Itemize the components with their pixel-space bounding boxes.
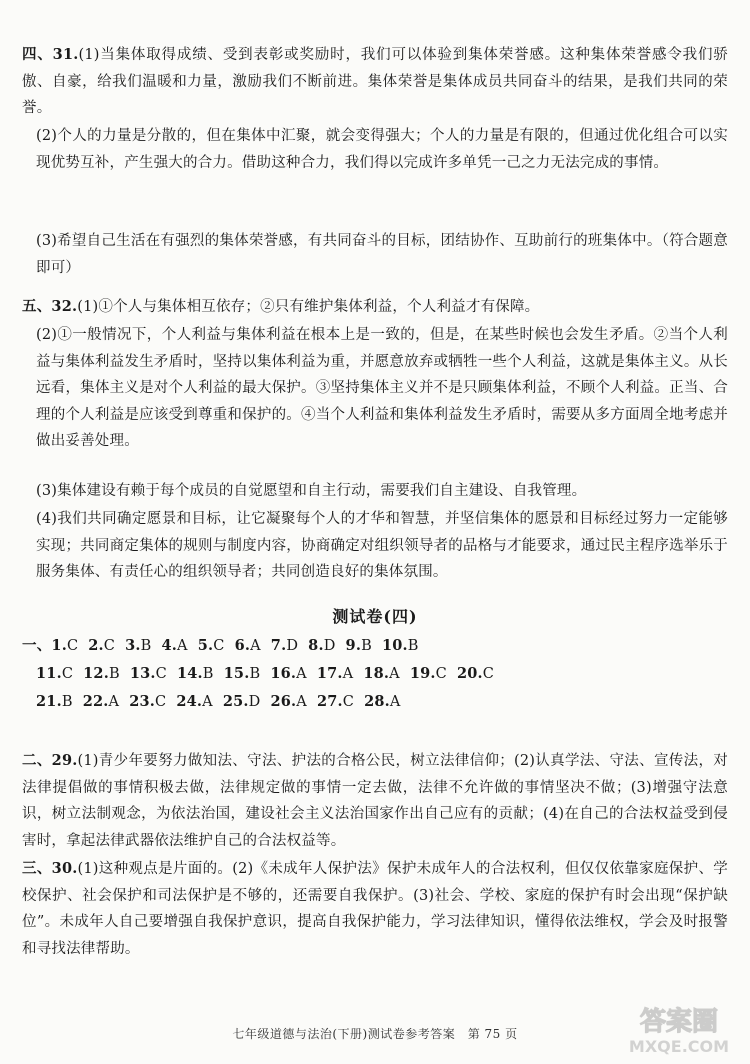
section-label: 四、 [22, 46, 53, 63]
answer-text: (1)青少年要努力做知法、守法、护法的合格公民，树立法律信仰；(2)认真学法、守法、宣传法，对法律提倡做的事情积极去做，法律规定做的事情一定去做，法律不允许做的事情坚决不做；(3)增强守法意识，树立法制观念，为依法治国，建设社会主义法治国家作出自己应有的贡献；(4)在自己的合法权益受到侵害时，拿起法律武器依法维护自己的合法权益等。 [22, 753, 728, 849]
choice-answer: A [342, 666, 354, 682]
choice-answer: A [202, 694, 213, 710]
choice-number: 8. [308, 637, 324, 654]
watermark-line1: 答案圈 [639, 1007, 719, 1037]
choice-answer: A [389, 666, 400, 682]
answer-text: (3)希望自己生活在有强烈的集体荣誉感，有共同奋斗的目标，团结协作、互助前行的班集体中。（符合题意即可） [36, 233, 728, 276]
choice-answer: B [202, 666, 214, 682]
choice-answer: C [435, 666, 447, 682]
q30 [22, 856, 728, 962]
choice-answer: C [66, 638, 79, 654]
choice-number: 17. [316, 665, 343, 682]
choice-answer: C [213, 638, 225, 654]
choice-number: 9. [345, 637, 362, 654]
choice-answer: D [248, 694, 261, 710]
choice-answer: C [482, 666, 495, 682]
choice-number: 27. [316, 693, 343, 710]
watermark-line2: MXQE.COM [628, 1037, 730, 1056]
answer-text: (2)个人的力量是分散的，但在集体中汇聚，就会变得强大；个人的力量是有限的，但通过优化组合可以实现优势互补，产生强大的合力。借助这种合力，我们得以完成许多单凭一己之力无法完成的事情。 [36, 128, 728, 171]
choice-answer: C [155, 666, 167, 682]
choice-answer: A [296, 694, 307, 710]
choice-answer: A [389, 694, 401, 710]
choice-number: 16. [270, 665, 297, 682]
choice-number: 18. [363, 665, 390, 682]
choice-number: 11. [36, 665, 62, 682]
choice-number: 6. [234, 637, 251, 654]
choice-number: 19. [409, 665, 436, 682]
choice-number: 15. [223, 665, 250, 682]
q32-part2 [36, 322, 728, 455]
choice-answer: B [140, 638, 152, 654]
choice-number: 26. [270, 693, 297, 710]
section-label: 二、 [22, 752, 52, 769]
test-title: 测试卷(四) [332, 607, 418, 626]
section-label: 五、 [22, 298, 52, 315]
choice-row-2 [22, 660, 728, 688]
choice-answer: B [249, 666, 261, 682]
q31-part3 [36, 228, 728, 281]
answer-text: (1)当集体取得成绩、受到表彰或奖励时，我们可以体验到集体荣誉感。这种集体荣誉感令我们骄傲、自豪，给我们温暖和力量，激励我们不断前进。集体荣誉是集体成员共同奋斗的结果，是我们共同的荣誉。 [22, 47, 728, 117]
page-footer: 七年级道德与法治(下册)测试卷参考答案 第 75 页 [232, 1027, 518, 1041]
q31-part1 [22, 42, 728, 122]
choice-answer: C [103, 638, 116, 654]
choice-number: 21. [36, 693, 62, 710]
choice-number: 22. [82, 693, 109, 710]
q32-part3 [36, 478, 728, 505]
answer-text: (3)集体建设有赖于每个成员的自觉愿望和自主行动，需要我们自主建设、自我管理。 [36, 483, 587, 499]
choice-answer: B [361, 638, 372, 654]
watermark-logo [616, 1002, 742, 1058]
choice-answer: C [342, 694, 355, 710]
choice-row-1 [22, 632, 728, 660]
choice-number: 3. [125, 637, 141, 654]
q32-part1 [22, 294, 728, 321]
choice-answer: C [61, 666, 74, 682]
choice-answer: B [407, 638, 419, 654]
choice-answers [22, 632, 728, 716]
choice-number: 13. [129, 665, 156, 682]
choice-number: 7. [270, 637, 287, 654]
section-label: 三、 [22, 860, 52, 877]
choice-answer: A [296, 666, 307, 682]
choice-number: 23. [129, 693, 156, 710]
choice-answer: A [250, 638, 261, 654]
answer-text: (1)①个人与集体相互依存；②只有维护集体利益，个人利益才有保障。 [77, 299, 540, 315]
choice-number: 24. [176, 693, 203, 710]
answer-text: (4)我们共同确定愿景和目标，让它凝聚每个人的才华和智慧，并坚信集体的愿景和目标经过努力一定能够实现；共同商定集体的规则与制度内容，协商确定对组织领导者的品格与才能要求，通过民主程序选举乐于服务集体、有责任心的组织领导者；共同创造良好的集体氛围。 [36, 511, 728, 581]
choice-answer: B [108, 666, 120, 682]
choice-answer: B [61, 694, 73, 710]
choice-number: 10. [381, 637, 408, 654]
choice-row-3 [22, 688, 728, 716]
choice-number: 28. [364, 693, 390, 710]
q29 [22, 748, 728, 854]
choice-answer: C [155, 694, 167, 710]
choice-answer: D [323, 638, 336, 654]
question-number: 32. [51, 298, 78, 315]
answer-text: (1)这种观点是片面的。(2)《未成年人保护法》保护未成年人的合法权利，但仅仅依靠家庭保护、学校保护、社会保护和司法保护是不够的，还需要自我保护。(3)社会、学校、家庭的保护有时会出现“保护缺位”。未成年人自己要增强自我保护意识，提高自我保护能力，学习法律知识，懂得依法维权，学会及时报警和寻找法律帮助。 [22, 861, 728, 957]
section-label: 一、 [22, 637, 52, 654]
question-number: 30. [51, 860, 78, 877]
q32-part4 [36, 506, 728, 586]
choice-number: 4. [161, 637, 178, 654]
q31-part2 [36, 123, 728, 176]
choice-number: 2. [88, 637, 104, 654]
choice-number: 20. [456, 665, 483, 682]
choice-answer: D [286, 638, 299, 654]
choice-number: 1. [51, 637, 67, 654]
question-number: 31. [52, 46, 79, 63]
choice-number: 25. [222, 693, 249, 710]
question-number: 29. [51, 752, 78, 769]
answer-text: (2)①一般情况下，个人利益与集体利益在根本上是一致的，但是，在某些时候也会发生矛盾。②当个人利益与集体利益发生矛盾时，坚持以集体利益为重，并愿意放弃或牺牲一些个人利益，这就是集体主义。从长远看，集体主义是对个人利益的最大保护。③坚持集体主义并不是只顾集体利益，不顾个人利益。正当、合理的个人利益是应该受到尊重和保护的。④当个人利益和集体利益发生矛盾时，需要从多方面周全地考虑并做出妥善处理。 [36, 327, 728, 450]
choice-answer: A [108, 694, 120, 710]
choice-number: 5. [197, 637, 214, 654]
choice-number: 14. [176, 665, 203, 682]
choice-number: 12. [83, 665, 109, 682]
choice-answer: A [177, 638, 188, 654]
